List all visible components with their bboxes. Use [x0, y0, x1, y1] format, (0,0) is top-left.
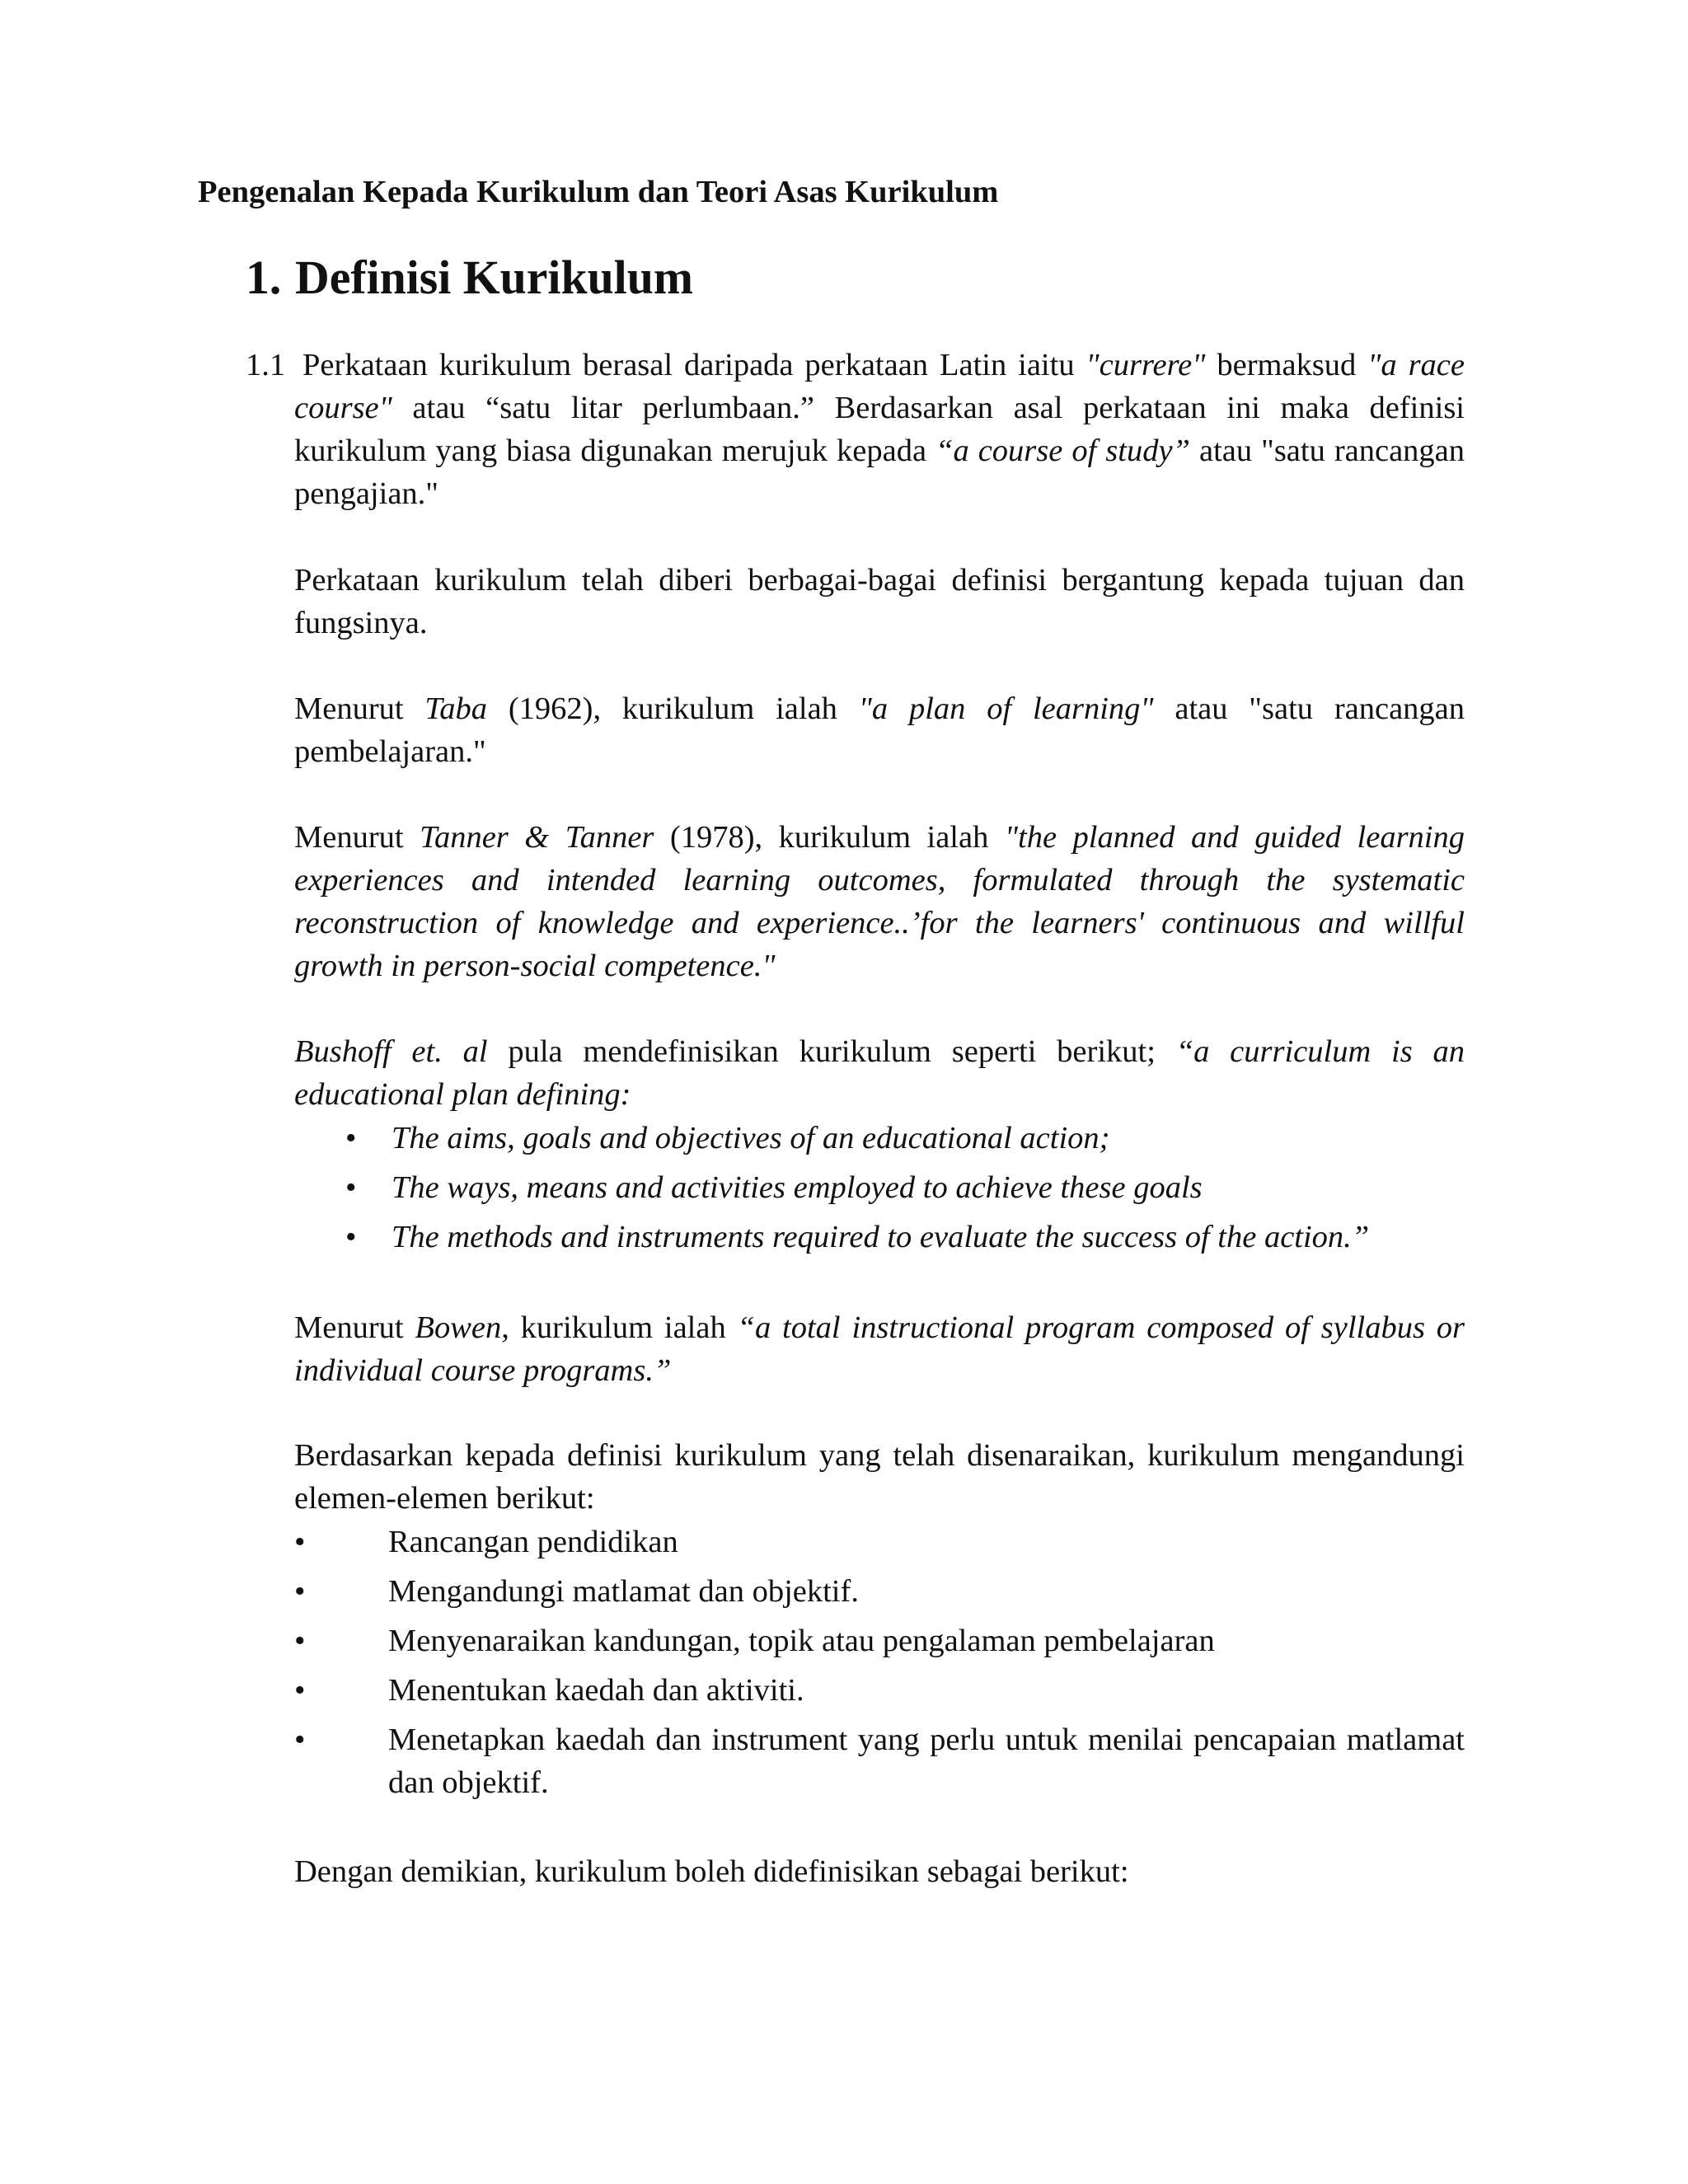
- list-item: • Menetapkan kaedah dan instrument yang perlu untuk menilai pencapaian matlamat dan objektif.: [294, 1722, 1465, 1800]
- document-title: Pengenalan Kepada Kurikulum dan Teori Asas Kurikulum: [198, 175, 999, 209]
- paragraph-definitions-intro: Perkataan kurikulum telah diberi berbagai-bagai definisi bergantung kepada tujuan dan fungsinya.: [294, 563, 1465, 640]
- section-title: Definisi Kurikulum: [295, 252, 693, 304]
- list-item: • Menentukan kaedah dan aktiviti.: [294, 1673, 804, 1708]
- list-item: • Mengandungi matlamat dan objektif.: [294, 1574, 859, 1609]
- list-item: • The methods and instruments required to evaluate the success of the action.”: [345, 1220, 1370, 1254]
- section-number: 1.: [246, 252, 282, 304]
- section-heading: [246, 252, 693, 304]
- list-item: • The aims, goals and objectives of an educational action;: [345, 1121, 1110, 1155]
- elements-list: [294, 1521, 1465, 1811]
- list-item: • Rancangan pendidikan: [294, 1525, 678, 1559]
- list-item: • The ways, means and activities employed to achieve these goals: [345, 1170, 1203, 1205]
- list-item: • Menyenaraikan kandungan, topik atau pengalaman pembelajaran: [294, 1624, 1215, 1658]
- paragraph-tanner: Menurut Tanner & Tanner (1978), kurikulum ialah "the planned and guided learning experiences and intended learning outcomes, formulated through the systematic reconstruction of knowledge and experience..’for the learners' continuous and willful growth in person-social competence.": [294, 820, 1465, 983]
- paragraph-currere: Perkataan kurikulum berasal daripada perkataan Latin iaitu "currere" bermaksud "a race course" atau “satu litar perlumbaan.” Berdasarkan asal perkataan ini maka definisi kurikulum yang biasa digunakan merujuk kepada “a course of study” atau "satu rancangan pengajian.": [294, 348, 1465, 511]
- paragraph-taba: Menurut Taba (1962), kurikulum ialah "a plan of learning" atau "satu rancangan pembelajaran.": [294, 691, 1465, 769]
- paragraph-bowen: Menurut Bowen, kurikulum ialah “a total instructional program composed of syllabus or individual course programs.”: [294, 1310, 1465, 1388]
- paragraph-elements-intro: Berdasarkan kepada definisi kurikulum yang telah disenaraikan, kurikulum mengandungi elemen-elemen berikut:: [294, 1438, 1465, 1516]
- subsection-number: 1.1: [246, 348, 286, 382]
- paragraph-conclusion: Dengan demikian, kurikulum boleh didefinisikan sebagai berikut:: [294, 1854, 1129, 1889]
- bushoff-list: [294, 1117, 1465, 1265]
- paragraph-bushoff: Bushoff et. al pula mendefinisikan kurikulum seperti berikut; “a curriculum is an educational plan defining:: [294, 1034, 1465, 1112]
